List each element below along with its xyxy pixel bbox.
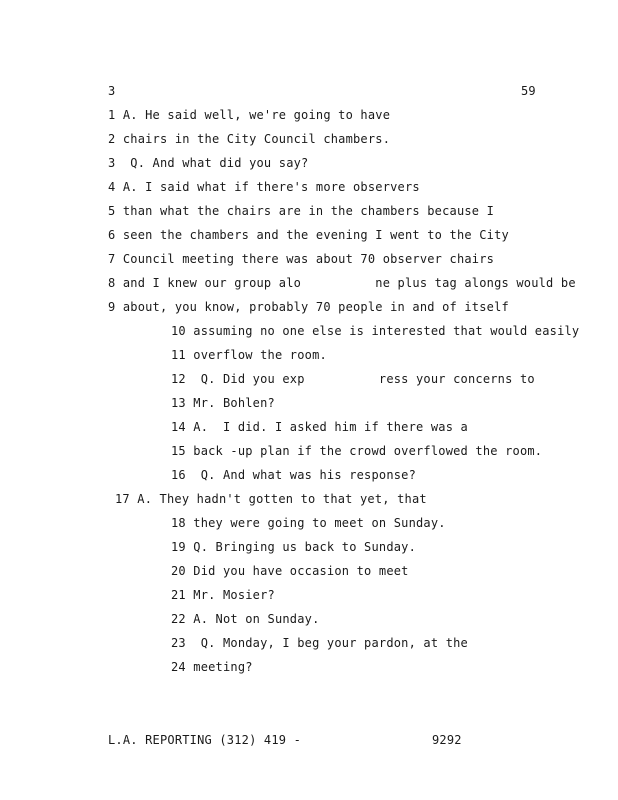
transcript-line: 19 Q. Bringing us back to Sunday.	[171, 540, 417, 554]
transcript-line: 8 and I knew our group alo ne plus tag alongs would be	[108, 276, 576, 290]
transcript-line: 22 A. Not on Sunday.	[171, 612, 320, 626]
transcript-line: 10 assuming no one else is interested that would easily	[171, 324, 580, 338]
page-number: 59	[521, 84, 536, 98]
transcript-line: 3 Q. And what did you say?	[108, 156, 309, 170]
transcript-line: 5 than what the chairs are in the chambers because I	[108, 204, 495, 218]
transcript-line: 20 Did you have occasion to meet	[171, 564, 409, 578]
transcript-line: 14 A. I did. I asked him if there was a	[171, 420, 468, 434]
transcript-line: 16 Q. And what was his response?	[171, 468, 417, 482]
transcript-line: 13 Mr. Bohlen?	[171, 396, 275, 410]
transcript-line: 4 A. I said what if there's more observers	[108, 180, 420, 194]
transcript-line: 12 Q. Did you exp ress your concerns to	[171, 372, 535, 386]
volume-number: 3	[108, 84, 116, 98]
transcript-line: 23 Q. Monday, I beg your pardon, at the	[171, 636, 468, 650]
transcript-line: 18 they were going to meet on Sunday.	[171, 516, 446, 530]
transcript-line: 7 Council meeting there was about 70 observer chairs	[108, 252, 495, 266]
transcript-line: 2 chairs in the City Council chambers.	[108, 132, 391, 146]
transcript-line: 24 meeting?	[171, 660, 253, 674]
transcript-line: 6 seen the chambers and the evening I went to the City	[108, 228, 509, 242]
transcript-line: 15 back -up plan if the crowd overflowed the room.	[171, 444, 543, 458]
transcript-line: 11 overflow the room.	[171, 348, 327, 362]
transcript-line: 9 about, you know, probably 70 people in and of itself	[108, 300, 509, 314]
reporter-footer: L.A. REPORTING (312) 419 -	[108, 733, 302, 747]
reporter-phone-suffix: 9292	[432, 733, 462, 747]
transcript-line: 21 Mr. Mosier?	[171, 588, 275, 602]
transcript-line: 17 A. They hadn't gotten to that yet, that	[115, 492, 427, 506]
transcript-line: 1 A. He said well, we're going to have	[108, 108, 391, 122]
